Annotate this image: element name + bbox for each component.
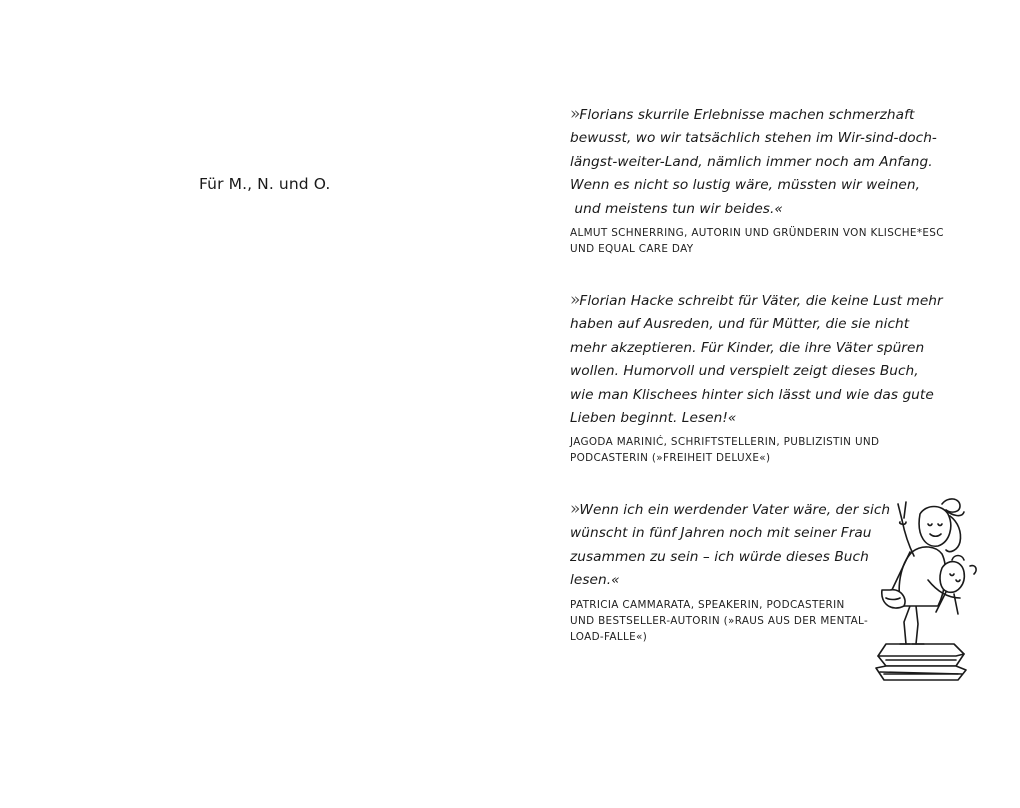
attribution-line: UND EQUAL CARE DAY (570, 243, 694, 256)
quote-line: zusammen zu sein – ich würde dieses Buch (570, 548, 869, 565)
quote-text (570, 289, 943, 430)
father-with-baby-on-books-illustration (866, 494, 982, 686)
quote-line: wie man Klischees hinter sich lässt und wie das gute (570, 386, 934, 403)
quote-line: Lieben beginnt. Lesen!« (570, 410, 737, 427)
quote-block (570, 103, 944, 257)
quote-line: bewusst, wo wir tatsächlich stehen im Wir-sind-doch- (570, 130, 937, 147)
quote-line: mehr akzeptieren. Für Kinder, die ihre Väter spüren (570, 339, 925, 356)
quote-line: »Wenn ich ein werdender Vater wäre, der sich (570, 499, 891, 519)
attribution-line: JAGODA MARINIĆ, SCHRIFTSTELLERIN, PUBLIZISTIN UND (570, 436, 880, 449)
open-quote-mark: » (570, 499, 580, 519)
attribution-line: UND BESTSELLER-AUTORIN (»RAUS AUS DER MENTAL- (570, 614, 869, 627)
attribution-line: LOAD-FALLE«) (570, 630, 648, 643)
quote-attribution (570, 434, 943, 466)
quote-line: wollen. Humorvoll und verspielt zeigt dieses Buch, (570, 363, 919, 380)
attribution-line: PODCASTERIN (»FREIHEIT DELUXE«) (570, 452, 771, 465)
quote-line: und meistens tun wir beides.« (570, 200, 783, 217)
quote-text (570, 498, 890, 593)
quote-line: wünscht in fünf Jahren noch mit seiner Frau (570, 525, 872, 542)
quote-attribution (570, 597, 890, 645)
quote-text (570, 103, 944, 221)
quote-line: lesen.« (570, 572, 620, 589)
open-quote-mark: » (570, 290, 580, 310)
open-quote-mark: » (570, 104, 580, 124)
quote-line: längst-weiter-Land, nämlich immer noch am Anfang. (570, 153, 933, 170)
quote-block (570, 289, 943, 466)
quote-attribution (570, 225, 944, 257)
quote-line: Wenn es nicht so lustig wäre, müssten wir weinen, (570, 177, 921, 194)
quote-line: »Florian Hacke schreibt für Väter, die keine Lust mehr (570, 290, 943, 310)
quote-line: »Florians skurrile Erlebnisse machen schmerzhaft (570, 104, 915, 124)
attribution-line: ALMUT SCHNERRING, AUTORIN UND GRÜNDERIN VON KLISCHE*ESC (570, 227, 944, 240)
attribution-line: PATRICIA CAMMARATA, SPEAKERIN, PODCASTERIN (570, 598, 845, 611)
quote-line: haben auf Ausreden, und für Mütter, die sie nicht (570, 316, 910, 333)
dedication: Für M., N. und O. (199, 175, 331, 193)
quote-block (570, 498, 890, 645)
